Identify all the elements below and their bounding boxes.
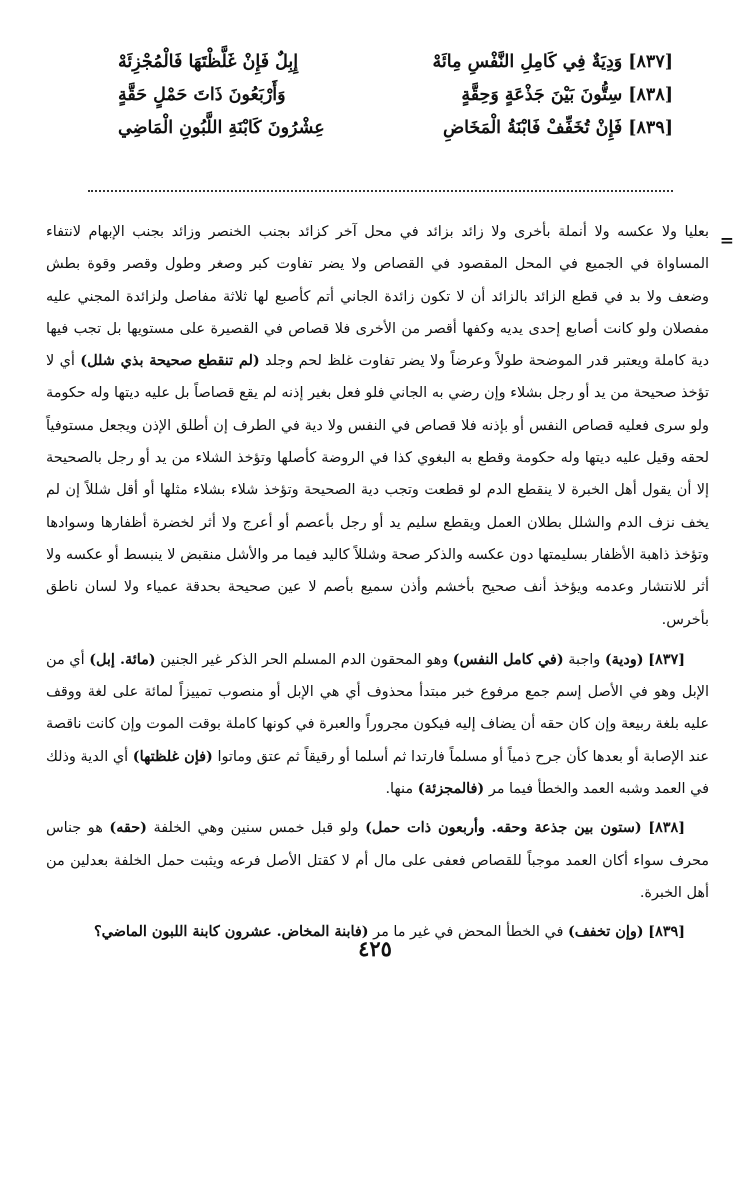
- verse-text: فَإِنْ تُخَفِّفْ فَابْنَةُ الْمَخَاضِ: [442, 118, 623, 138]
- matn-quote: (ودية): [604, 650, 644, 668]
- commentary-text: أي الدية وذلك في العمد وشبه العمد والخطأ فيما مر: [46, 748, 709, 798]
- matn-quote: (مائة. إبل): [89, 650, 156, 668]
- commentary-text: أي لا تؤخذ صحيحة من يد أو رجل بشلاء وإن رضي به الجاني فلو فعل بغير إذنه لم يقع قصاصاً بل عليه ديتها وله حكومة ولو سرى فعليه قصاص النفس أو بإذنه فلا قصاص في النفس ولا دية في الطرف إن أطلق الإذن ويجعل مستوفياً لحقه وقيل عليه ديتها وله حكومة وقطع به البغوي كذا في الروضة كأصلها وتؤخذ الشلاء من يد أو رجل بالصحيحة إلا أن يقول أهل الخبرة لا ينقطع الدم لو قطعت وتجب دية الصحيحة وتؤخذ شلاء بشلاء مثلها أو أقل شللاً إن لم يخف نزف الدم والشلل بطلان العمل ويقطع سليم يد أو رجل بأعصم أو أعرج ولا أثر لخضرة أظفارها وسوادها وتؤخذ ذاهبة الأظفار بسليمتها دون عكسه والذكر صحة وشللاً كاليد فيما مر والأشل منقبض لا ينبسط أو عكسه ولا أثر للانتشار وعدمه ويؤخذ أنف صحيح بأخشم وأذن سميع بأصم لا عين صحيحة بحدقة عمياء ولا لسان ناطق بأخرس.: [46, 353, 709, 628]
- matn-quote: (لم تنقطع صحيحة بذي شلل): [80, 352, 260, 370]
- verse-second-hemistich: إِبِلٌ فَإِنْ غَلَّظْتَهَا فَالْمُجْزِئَهْ: [118, 52, 299, 72]
- page-number: ٤٢٥: [358, 936, 392, 961]
- matn-quote: (ستون بين جذعة وحقه.: [491, 819, 642, 837]
- matn-quote: (في كامل النفس): [452, 650, 564, 668]
- verse-second-hemistich: وَأَرْبَعُونَ ذَاتَ حَمْلٍ حَقَّةٍ: [118, 85, 286, 105]
- verse-first-hemistich: [403, 52, 673, 72]
- commentary-text: هو جناس محرف سواء أكان العمد موجباً للقصاص فعفى على مال أم لا كقتل الأصل فرعه ويثبت حمل الخلفة بعدلين من أهل الخبرة.: [46, 820, 709, 901]
- verse-first-hemistich: [403, 118, 673, 138]
- matn-quote: (فإن غلظتها): [132, 747, 213, 765]
- commentary-text: ولو قبل خمس سنين وهي الخلفة: [153, 820, 359, 837]
- verse-text: سِتُّونَ بَيْنَ جَذْعَةٍ وَحِقَّةٍ: [461, 85, 623, 105]
- matn-quote: وأربعون ذات حمل): [365, 819, 485, 837]
- verse-number: [٨٣٨]: [628, 85, 673, 105]
- commentary-text: وهو المحقون الدم المسلم الحر الذكر غير الجنين: [160, 651, 449, 668]
- commentary-paragraph: [46, 216, 709, 636]
- commentary-text: أي من الإبل وهو في الأصل إسم جمع مرفوع خبر مبتدأ محذوف أي هي الإبل أو منصوب تمييزاً لمائة على لغة ووقف عليه بلغة ربيعة وإن كان حقه أن يضاف إليه فيكون مجروراً والعبرة في كونها كاملة بوقت الموت وإن كانت ناقصة عند الإصابة أو بعدها كأن جرح ذمياً أو مسلماً فارتدا ثم أسلما أو رقيقاً ثم عتق وماتوا: [46, 651, 709, 765]
- matn-quote: (حقه): [109, 819, 147, 837]
- verse-line: [118, 118, 673, 151]
- matn-quote: (فابنة المخاض. عشرون كابنة اللبون الماضي؟: [93, 923, 369, 941]
- matn-quote: (وإن تخفف): [567, 923, 644, 941]
- verse-ref-number: [٨٣٩]: [648, 923, 685, 941]
- verse-first-hemistich: [403, 85, 673, 105]
- commentary-text: واجبة: [568, 651, 601, 668]
- verse-ref-number: [٨٣٧]: [648, 650, 685, 668]
- commentary: [46, 216, 709, 949]
- verse-number: [٨٣٩]: [628, 118, 673, 138]
- matn-quote: (فالمجزئة): [417, 780, 485, 798]
- verse-line: [118, 52, 673, 85]
- commentary-paragraph-837: [46, 644, 709, 805]
- commentary-text: منها.: [385, 781, 414, 798]
- commentary-text: بعليا ولا عكسه ولا أنملة بأخرى ولا زائد بزائد في محل آخر كزائد بجنب الخنصر وزائد بجنب الإبهام لانتفاء المساواة في الجميع في المحل المقصود في القصاص ولا يضر تفاوت كبر وصغر وطول وقصر وقوة بطش وضعف ولا بد في قطع الزائد بالزائد أن لا تكون زائدة الجاني أتم كأصبع لها ثلاثة مفاصل ولزائدة المجني عليه مفصلان ولو كانت أصابع إحدى يديه وكفها أقصر من الأخرى فلا قصاص في القصيرة على مستويها بل تجب فيها دية كاملة ويعتبر قدر الموضحة طولاً وعرضاً ولا يضر تفاوت غلظ لحم وجلد: [46, 224, 710, 370]
- commentary-text: في الخطأ المحض في غير ما مر: [373, 924, 564, 941]
- verse-second-hemistich: عِشْرُونَ كَابْنَةِ اللَّبُونِ الْمَاضِي: [118, 118, 325, 138]
- commentary-paragraph-838: [46, 812, 709, 909]
- dotted-separator: [88, 190, 673, 192]
- verse-line: [118, 85, 673, 118]
- verse-number: [٨٣٧]: [628, 52, 673, 72]
- verse-text: وَدِيَةٌ فِي كَامِلِ النَّفْسِ مِائَهْ: [432, 52, 623, 72]
- verse-block: [118, 52, 673, 151]
- verse-ref-number: [٨٣٨]: [648, 819, 686, 837]
- continuation-mark: =: [719, 231, 734, 251]
